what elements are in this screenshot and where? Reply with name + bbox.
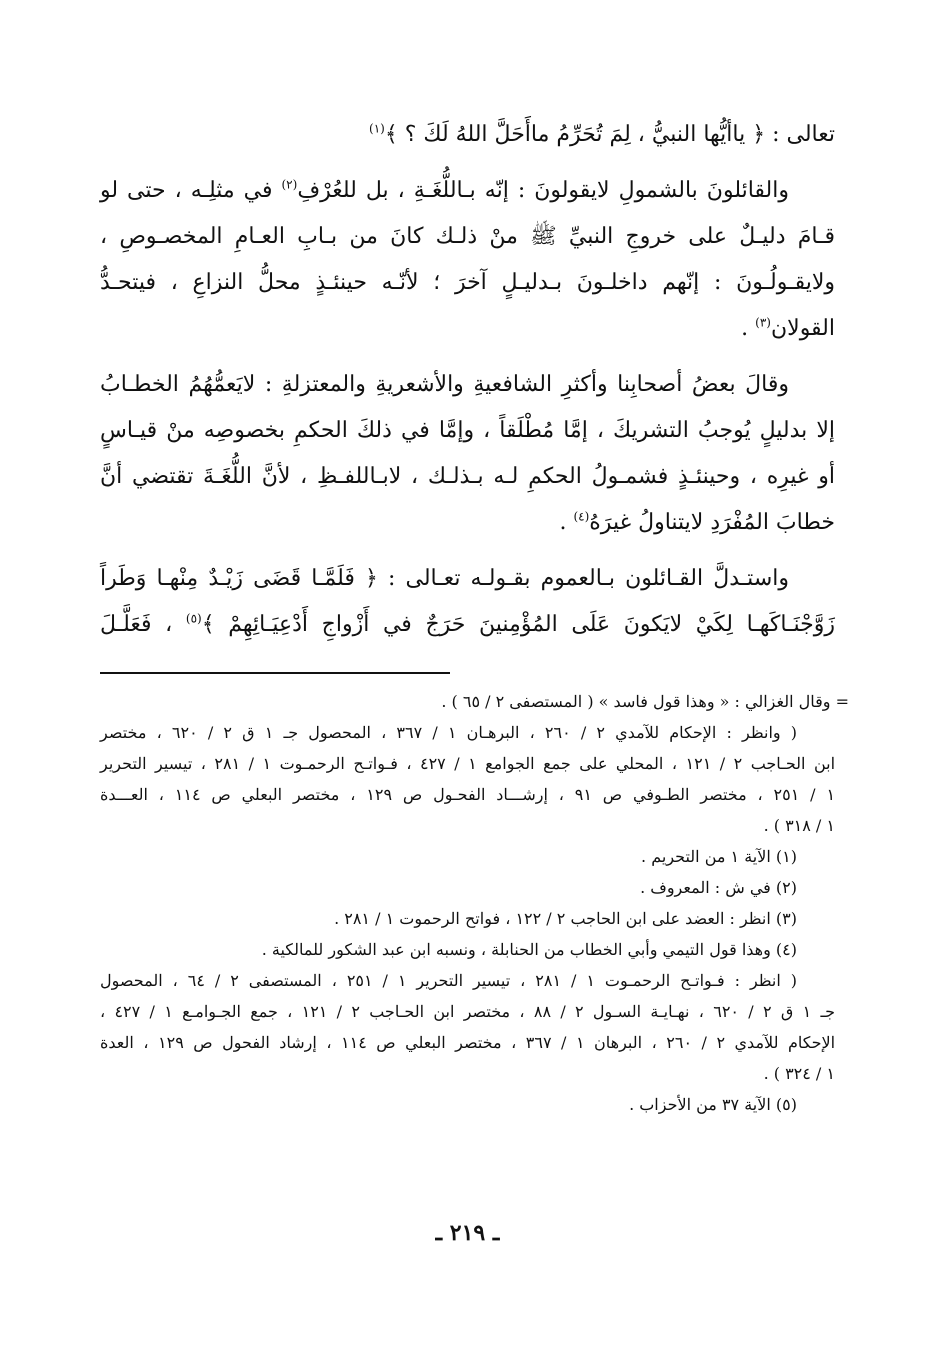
paragraph-2 <box>100 168 835 352</box>
main-line: وقالَ بعضُ أصحابِنا وأكثرِ الشافعيةِ والأشعريةِ والمعتزلةِ : لايَعمُّهُمُ الخطـابُ <box>100 372 789 397</box>
text-run: القولان <box>770 316 835 341</box>
paragraph-1 <box>100 112 835 158</box>
footnote-1: (١) الآية ١ من التحريم . <box>641 847 797 866</box>
footnote-line: ( وانظر : الإحكام للآمدي ٢ / ٢٦٠ ، البرهـان ١ / ٣٦٧ ، المحصول جـ ١ ق ٢ / ٦٢٠ ، مختصر <box>100 723 798 742</box>
text-run: ، فَعَلَّـلَ <box>100 612 186 637</box>
footnote-line: ١ / ٢٥١ ، مختصر الطـوفي ص ٩١ ، إرشـــاد الفحـول ص ١٢٩ ، مختصر البعلي ص ١١٤ ، العـــدة <box>100 785 836 804</box>
footnote-line: ابن الحـاجب ٢ / ١٢١ ، المحلي على جمع الجوامع ١ / ٤٢٧ ، فـواتـح الرحمـوت ١ / ٢٨١ ، تيسير التحرير <box>100 754 836 773</box>
footnote-3: (٣) انظر : العضد على ابن الحاجب ٢ / ١٢٢ ، فواتح الرحموت ١ / ٢٨١ . <box>334 909 797 928</box>
main-text <box>100 112 835 648</box>
text-run: والقائلونَ بالشمولِ لايقولونَ : إنّه بـاللُّغَـةِ ، بل للعُرْفِ <box>297 178 789 203</box>
footnote-ref: (٤) <box>573 509 590 524</box>
text-run: في مثلِـه ، حتى لو <box>100 178 282 203</box>
main-line: إلا بدليلٍ يُوجبُ التشريكَ ، إمَّا مُطْلَقاً ، وإمَّا في ذلكَ الحكمِ بخصوصِه منْ قيـاسٍ <box>100 418 835 443</box>
footnote-ref: (٥) <box>185 611 202 626</box>
quran-verse: زَوَّجْنَـاكَهـا لِكَيْ لايَكونَ عَلَى المُؤْمِنينَ حَرَجٌ في أَزْواجِ أَدْعِيَـائِهِمْ ﴾ <box>201 612 835 637</box>
main-line <box>100 602 835 648</box>
main-line: قـامَ دليـلٌ على خروجِ النبيِّ ﷺ منْ ذلـك كانَ من بـابِ العـامِ المخصـوصِ ، <box>100 224 835 249</box>
main-line: ولايقـولُـونَ : إنّهم داخلـونَ بـدليـلٍ آخرَ ؛ لأنّـه حينئـذٍ محلُّ النزاعِ ، فيتحـدُّ <box>100 270 835 295</box>
main-line <box>100 168 835 214</box>
page-body <box>100 112 849 1120</box>
text-run: خطابَ المُفْرَدِ لايتناولُ غيرَهُ <box>589 510 835 535</box>
footnote-line: ١ / ٣٢٤ ) . <box>763 1064 835 1083</box>
text-run: . <box>741 316 756 341</box>
footnote-2: (٢) في ش : المعروف . <box>640 878 797 897</box>
footnote-ref: (٣) <box>755 315 771 330</box>
text-run: . <box>559 510 574 535</box>
page-number: ـ ٢١٩ ـ <box>435 1220 500 1246</box>
footnote-5: (٥) الآية ٣٧ من الأحزاب . <box>629 1095 797 1114</box>
footnote-separator <box>100 672 450 674</box>
paragraph-4 <box>100 556 835 648</box>
footnote-line: ١ / ٣١٨ ) . <box>763 816 835 835</box>
footnotes <box>100 686 849 1120</box>
main-line: أو غيرِه ، وحينئـذٍ فشمـولُ الحكمِ لـه بـذلـك ، لابـاللفـظِ ، لأنَّ اللُّغَـةَ تقتضي أنَّ <box>100 464 835 489</box>
footnote-ref: (١) <box>369 121 385 136</box>
main-line: واستـدلَّ القـائلون بـالعموم بقـولـه تعـالى : ﴿ فَلَمَّـا قَضَى زَيْـدٌ مِنْهـا وَطَراً <box>100 566 789 591</box>
quran-verse: تعالى : ﴿ ياأيُّها النبيُّ ، لِمَ تُحَرِّمُ ماأَحَلَّ اللهُ لَكَ ؟ ﴾ <box>384 122 835 147</box>
main-line <box>100 306 835 352</box>
footnote-ref: (٢) <box>281 177 298 192</box>
footnote-line: ( انظر : فـواتـح الرحمـوت ١ / ٢٨١ ، تيسير التحرير ١ / ٢٥١ ، المستصفى ٢ / ٦٤ ، المحصول <box>100 971 798 990</box>
paragraph-3 <box>100 362 835 546</box>
footnote-line: جـ ١ ق ٢ / ٦٢٠ ، نهـايـة السـول ٢ / ٨٨ ، مختصر ابن الحـاجب ٢ / ١٢١ ، جمع الجـوامـع ١ / ٤٢٧ ، <box>100 1002 836 1021</box>
main-line <box>100 500 835 546</box>
footnote-4: (٤) وهذا قول التيمي وأبي الخطاب من الحنابلة ، ونسبه ابن عبد الشكور للمالكية . <box>261 940 797 959</box>
footnote-line: الإحكام للآمدي ٢ / ٢٦٠ ، البرهان ١ / ٣٦٧ ، مختصر البعلي ص ١١٤ ، إرشاد الفحول ص ١٢٩ ، العدة <box>100 1033 836 1052</box>
main-line <box>100 112 835 158</box>
footnote-separator-wrap <box>100 658 835 686</box>
footnote-continuation: = وقال الغزالي : « وهذا قول فاسد » ( المستصفى ٢ / ٦٥ ) . <box>441 692 849 711</box>
